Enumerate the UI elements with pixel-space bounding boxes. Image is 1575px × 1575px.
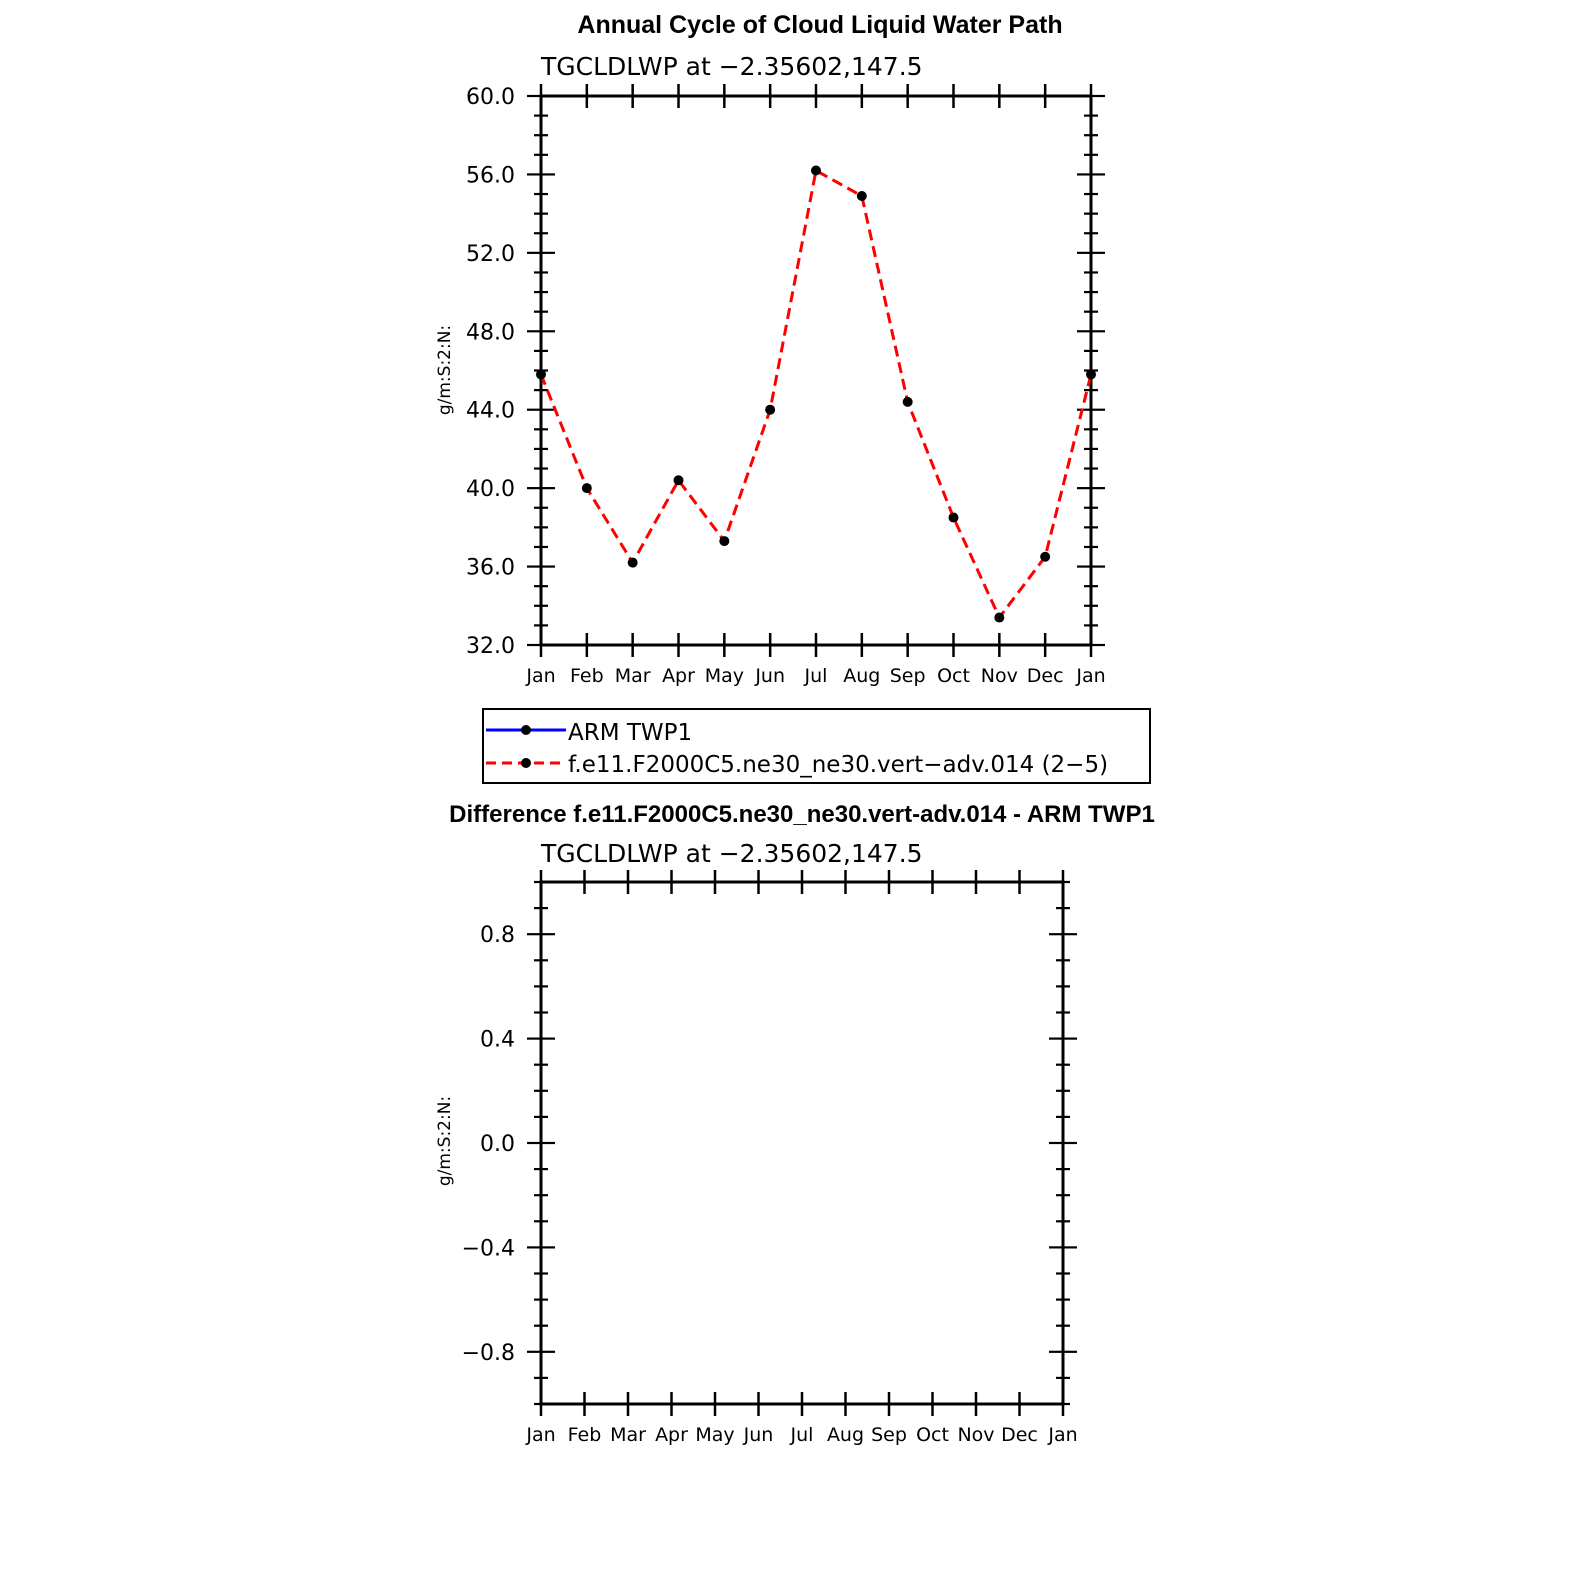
data-point xyxy=(582,483,592,493)
top-series xyxy=(536,166,1096,623)
x-tick-label: May xyxy=(704,665,744,687)
legend-marker-model xyxy=(521,758,531,768)
x-tick-label: Jun xyxy=(743,1424,774,1446)
y-tick-label: 32.0 xyxy=(466,634,515,659)
x-tick-label: Mar xyxy=(614,665,651,687)
x-tick-label: Jan xyxy=(1076,665,1106,687)
x-tick-label: Apr xyxy=(655,1424,688,1446)
top-ylabel: g/m:S:2:N: xyxy=(435,324,455,416)
data-point xyxy=(674,475,684,485)
x-tick-label: Apr xyxy=(662,665,695,687)
x-tick-label: Aug xyxy=(843,665,881,687)
x-tick-label: Jan xyxy=(1048,1424,1078,1446)
x-tick-label: Oct xyxy=(937,665,970,687)
x-tick-label: Aug xyxy=(826,1424,865,1446)
x-tick-label: Sep xyxy=(871,1424,907,1446)
x-tick-label: Dec xyxy=(1026,665,1064,687)
x-tick-label: Nov xyxy=(957,1424,995,1446)
bottom-ticks xyxy=(527,870,1077,1416)
x-tick-label: Jun xyxy=(755,665,786,687)
y-tick-label: 0.0 xyxy=(480,1132,515,1157)
data-point xyxy=(949,513,959,523)
x-tick-label: Feb xyxy=(570,665,604,687)
difference-chart xyxy=(435,801,1155,1446)
x-tick-label: Sep xyxy=(889,665,926,687)
x-tick-label: May xyxy=(695,1424,735,1446)
data-point xyxy=(536,369,546,379)
legend-label-obs: ARM TWP1 xyxy=(568,720,693,746)
bottom-xtick-labels xyxy=(525,1424,1077,1446)
data-point xyxy=(765,405,775,415)
y-tick-label: 60.0 xyxy=(466,85,515,110)
data-point xyxy=(811,166,821,176)
bottom-plot-frame xyxy=(541,882,1063,1404)
data-point xyxy=(719,536,729,546)
y-tick-label: 36.0 xyxy=(466,555,515,581)
y-tick-label: 52.0 xyxy=(466,241,515,267)
y-tick-label: 48.0 xyxy=(466,320,515,346)
top-subtitle: TGCLDLWP at −2.35602,147.5 xyxy=(541,52,923,81)
bottom-ylabel: g/m:S:2:N: xyxy=(435,1095,455,1187)
top-xtick-labels xyxy=(525,665,1105,687)
y-tick-label: −0.4 xyxy=(461,1236,515,1262)
x-tick-label: Nov xyxy=(980,665,1018,687)
annual-cycle-chart xyxy=(435,11,1106,687)
data-point xyxy=(994,613,1004,623)
data-point xyxy=(1040,552,1050,562)
x-tick-label: Oct xyxy=(916,1424,949,1446)
y-tick-label: 56.0 xyxy=(466,163,515,189)
data-point xyxy=(1086,369,1096,379)
x-tick-label: Dec xyxy=(1001,1424,1038,1446)
bottom-ytick-labels xyxy=(462,923,515,1366)
legend xyxy=(483,709,1150,783)
x-tick-label: Jul xyxy=(790,1424,814,1446)
legend-label-model: f.e11.F2000C5.ne30_ne30.vert−adv.014 (2−5) xyxy=(568,752,1109,778)
y-tick-label: 0.4 xyxy=(480,1027,515,1053)
diff-title: Difference f.e11.F2000C5.ne30_ne30.vert-adv.014 - ARM TWP1 xyxy=(449,801,1155,828)
top-ytick-labels xyxy=(466,85,515,659)
bottom-subtitle: TGCLDLWP at −2.35602,147.5 xyxy=(541,839,923,868)
y-tick-label: 40.0 xyxy=(466,477,515,503)
x-tick-label: Jan xyxy=(526,1424,556,1446)
x-tick-label: Mar xyxy=(610,1424,646,1446)
data-point xyxy=(628,558,638,568)
main-title: Annual Cycle of Cloud Liquid Water Path xyxy=(577,11,1063,39)
series-line xyxy=(541,171,1091,618)
y-tick-label: −0.8 xyxy=(461,1340,515,1366)
x-tick-label: Feb xyxy=(567,1424,602,1446)
legend-marker-obs xyxy=(521,725,531,735)
x-tick-label: Jan xyxy=(526,665,556,687)
y-tick-label: 44.0 xyxy=(466,398,515,424)
x-tick-label: Jul xyxy=(804,665,828,687)
data-point xyxy=(903,397,913,407)
y-tick-label: 0.8 xyxy=(480,923,515,949)
data-point xyxy=(857,191,867,201)
